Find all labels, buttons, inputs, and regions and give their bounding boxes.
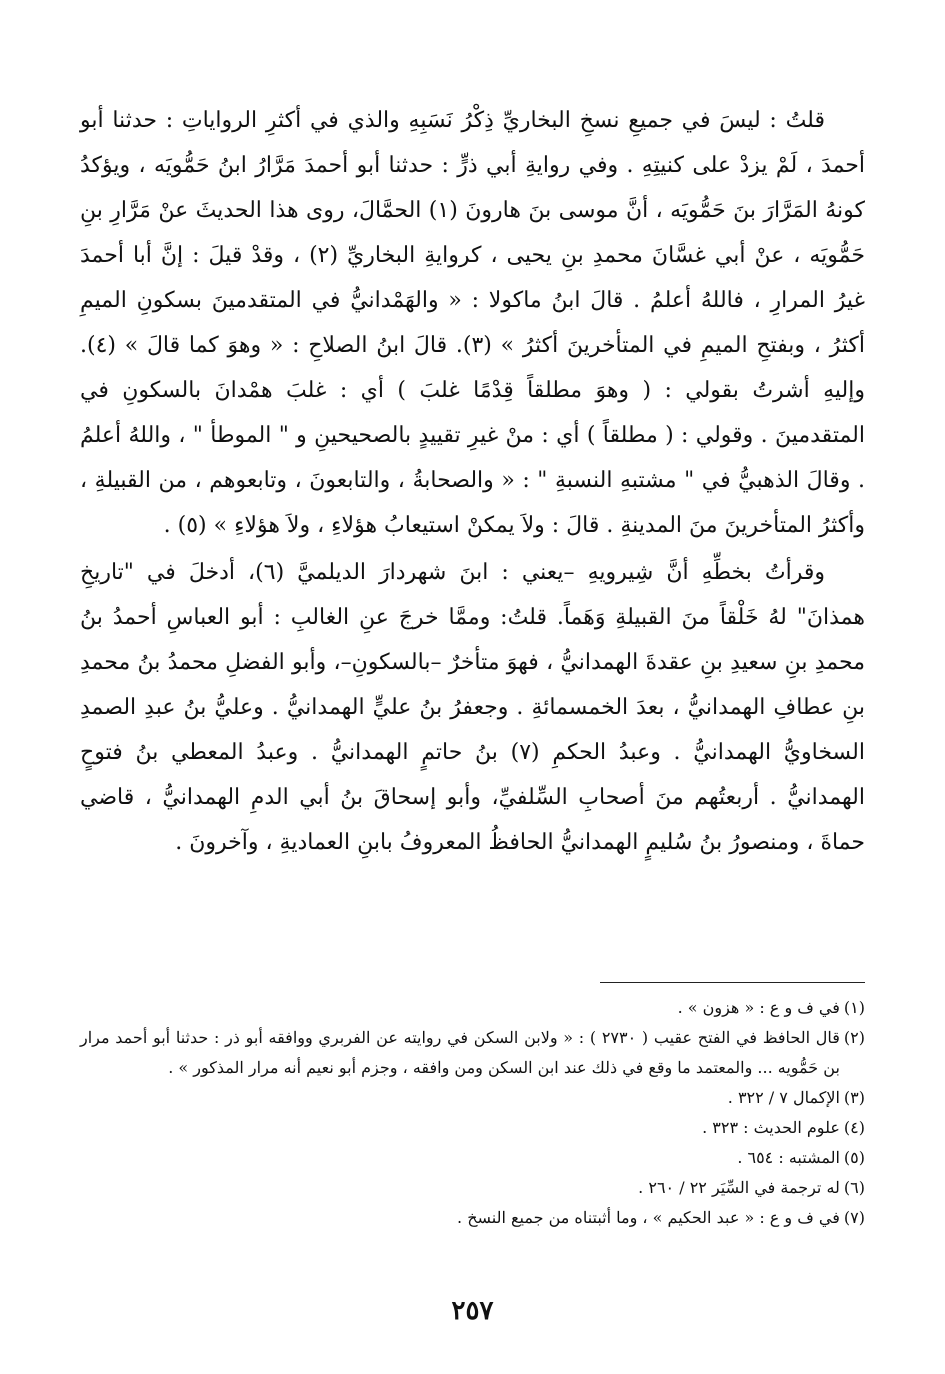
- footnote-number: (٣): [843, 1088, 865, 1107]
- paragraph-1: قلتُ : ليسَ في جميعِ نسخِ البخاريِّ ذِكْرُ نَسَبِهِ والذي في أكثرِ الرواياتِ : حدثنا أبو أحمدَ ، لَمْ يزدْ على كنيتِهِ . وفي روايةِ أبي ذرٍّ : حدثنا أبو أحمدَ مَرَّارُ ابنُ حَمُّويَه ، ويؤكدُ كونهُ المَرَّارَ بنَ حَمُّويَه ، أنَّ موسى بنَ هارونَ (١) الحمَّالَ، روى هذا الحديثَ عنْ مَرَّارِ بنِ حَمُّويَه ، عنْ أبي غسَّانَ محمدِ بنِ يحيى ، كروايةِ البخاريِّ (٢) ، وقدْ قيلَ : إنَّ أبا أحمدَ غيرُ المرارِ ، فاللهُ أعلمُ . قالَ ابنُ ماكولا : « والهَمْدانيُّ في المتقدمينَ بسكونِ الميمِ أكثرُ ، وبفتحِ الميمِ في المتأخرينَ أكثرُ » (٣). قالَ ابنُ الصلاحِ : « وهوَ كما قالَ » (٤). وإليهِ أشرتُ بقولي : ( وهوَ مطلقاً قِدْمًا غلبَ ) أي : غلبَ همْدانَ بالسكونِ في المتقدمينَ . وقولي : ( مطلقاً ) أي : منْ غيرِ تقييدٍ بالصحيحينِ و " الموطأ " ، واللهُ أعلمُ . وقالَ الذهبيُّ في " مشتبهِ النسبةِ " : « والصحابةُ ، والتابعونَ ، وتابعوهم ، من القبيلةِ ، وأكثرُ المتأخرينَ منَ المدينةِ . قالَ : ولاَ يمكنْ استيعابُ هؤلاءِ ، ولاَ هؤلاءِ » (٥) .: [80, 108, 866, 538]
- footnote-number: (٧): [843, 1208, 865, 1227]
- paragraph-2: وقرأتُ بخطِّهِ أنَّ شِيرويهِ –يعني : ابنَ شهردارَ الديلميَّ (٦)، أدخلَ في "تاريخِ همذانَ" لهُ خَلْقاً منَ القبيلةِ وَهَماً. قلتُ: وممَّا خرجَ عنِ الغالبِ : أبو العباسِ أحمدُ بنُ محمدِ بنِ سعيدِ بنِ عقدةَ الهمدانيُّ ، فهوَ متأخرٌ –بالسكونِ–، وأبو الفضلِ محمدُ بنُ محمدِ بنِ عطافِ الهمدانيُّ ، بعدَ الخمسمائةِ . وجعفرُ بنُ عليٍّ الهمدانيُّ . وعليُّ بنُ عبدِ الصمدِ السخاويُّ الهمدانيُّ . وعبدُ الحكمِ (٧) بنُ حاتمٍ الهمدانيُّ . وعبدُ المعطي بنُ فتوحٍ الهمدانيُّ . أربعتُهم منَ أصحابِ السِّلفيِّ، وأبو إسحاقَ بنُ أبي الدمِ الهمدانيُّ ، قاضي حماةَ ، ومنصورُ بنُ سُليمٍ الهمدانيُّ الحافظُ المعروفُ بابنِ العماديةِ ، وآخرونَ .: [80, 560, 865, 855]
- footnote-6: [80, 1173, 865, 1203]
- footnote-3: [80, 1083, 865, 1113]
- footnote-text: قال الحافظ في الفتح عقيب ( ٢٧٣٠ ) : « ولابن السكن في روايته عن الفربري ووافقه أبو ذر : حدثنا أبو أحمد مرار بن حَمُّويه ... والمعتمد ما وقع في ذلك عند ابن السكن ومن وافقه ، وجزم أبو نعيم أنه مرار المذكور » .: [80, 1028, 840, 1077]
- page-number: ٢٥٧: [451, 1296, 494, 1326]
- footnotes-list: [80, 993, 865, 1233]
- footnote-text: له ترجمة في السِّيَر ٢٢ / ٢٦٠ .: [638, 1178, 840, 1197]
- footnote-text: في ف و ع : « هزون » .: [677, 998, 840, 1017]
- footnote-number: (١): [843, 998, 865, 1017]
- footnote-1: [80, 993, 865, 1023]
- footnote-text: في ف و ع : « عبد الحكيم » ، وما أثبتناه من جميع النسخ .: [457, 1208, 840, 1227]
- footnote-separator: [600, 982, 865, 983]
- main-text-block: [80, 98, 865, 865]
- footnote-number: (٥): [843, 1148, 865, 1167]
- footnote-4: [80, 1113, 865, 1143]
- footnote-number: (٦): [843, 1178, 865, 1197]
- footnote-text: الإكمال ٧ / ٣٢٢ .: [727, 1088, 840, 1107]
- footnote-text: علوم الحديث : ٣٢٣ .: [702, 1118, 840, 1137]
- footnote-5: [80, 1143, 865, 1173]
- footnote-number: (٢): [843, 1028, 865, 1047]
- footnote-2: [80, 1023, 865, 1083]
- footnote-text: المشتبه : ٦٥٤ .: [737, 1148, 840, 1167]
- footnote-7: [80, 1203, 865, 1233]
- footnote-number: (٤): [843, 1118, 865, 1137]
